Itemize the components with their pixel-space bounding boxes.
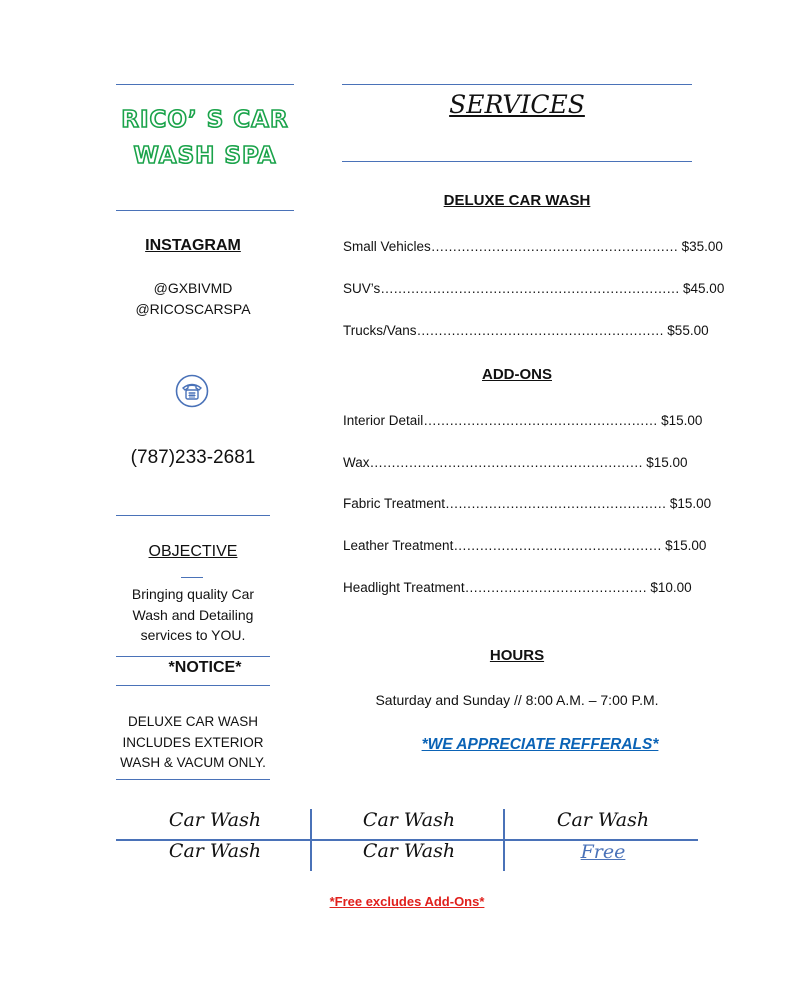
price-row: Wax……………………………………………………… $15.00 (343, 455, 688, 470)
service-name: Wax (343, 455, 370, 470)
services-title: SERVICES (449, 90, 585, 119)
price-row: Interior Detail……………………………………………… $15.00 (343, 413, 703, 428)
service-price: $15.00 (669, 496, 712, 511)
hours-text: Saturday and Sunday // 8:00 A.M. – 7:00 P.M. (375, 692, 659, 708)
service-name: Small Vehicles (343, 239, 431, 254)
brand-name-line1: RICO’ S CAR (121, 107, 289, 133)
service-price: $15.00 (661, 413, 703, 428)
service-price: $45.00 (683, 281, 725, 296)
service-name: SUV’s (343, 281, 381, 296)
phone-icon (175, 374, 209, 408)
service-name: Interior Detail (343, 413, 424, 428)
price-row: Leather Treatment………………………………………… $15.00 (343, 538, 707, 553)
service-price: $15.00 (665, 538, 707, 553)
instagram-handle[interactable]: @RICOSCARSPA (135, 301, 251, 317)
phone-number[interactable]: (787)233-2681 (130, 447, 256, 468)
brand-logo (116, 102, 294, 174)
service-name: Leather Treatment (343, 538, 454, 553)
divider (116, 210, 294, 211)
divider (116, 656, 270, 657)
instagram-heading: INSTAGRAM (145, 237, 241, 254)
hours-heading: HOURS (489, 647, 545, 664)
service-price: $55.00 (667, 323, 709, 338)
instagram-handle[interactable]: @GXBIVMD (153, 280, 233, 296)
free-excludes-note: *Free excludes Add-Ons* (329, 894, 485, 909)
service-name: Headlight Treatment (343, 580, 465, 595)
divider (116, 84, 294, 85)
referral-banner[interactable]: *WE APPRECIATE REFFERALS* (421, 736, 659, 753)
objective-heading: OBJECTIVE (148, 543, 238, 560)
punch-cell: Car Wash (362, 840, 456, 862)
divider (116, 515, 270, 516)
service-name: Fabric Treatment (343, 496, 446, 511)
free-wash-cell: Free (580, 841, 626, 863)
price-row: Headlight Treatment…………………………………… $10.00 (343, 580, 692, 595)
punch-cell: Car Wash (362, 809, 456, 831)
service-price: $10.00 (650, 580, 692, 595)
notice-text: DELUXE CAR WASH INCLUDES EXTERIOR WASH & VACUM ONLY. (120, 714, 266, 770)
objective-text: Bringing quality Car Wash and Detailing services to YOU. (131, 586, 255, 643)
price-row: SUV’s…………………………………………………………… $45.00 (343, 281, 725, 296)
service-price: $15.00 (646, 455, 688, 470)
notice-heading: *NOTICE* (168, 659, 242, 676)
divider (116, 779, 270, 780)
deluxe-heading: DELUXE CAR WASH (443, 192, 591, 209)
divider (181, 577, 203, 578)
addons-heading: ADD-ONS (482, 366, 552, 383)
divider (503, 809, 505, 871)
service-price: $35.00 (681, 239, 723, 254)
service-name: Trucks/Vans (343, 323, 417, 338)
divider (116, 685, 270, 686)
divider (342, 161, 692, 162)
punch-cell: Car Wash (168, 809, 262, 831)
price-row: Trucks/Vans………………………………………………… $55.00 (343, 323, 709, 338)
price-row: Fabric Treatment…………………………………………… $15.00 (343, 496, 712, 511)
divider (342, 84, 692, 85)
punch-cell: Car Wash (168, 840, 262, 862)
brand-name-line2: WASH SPA (133, 143, 277, 169)
punch-cell: Car Wash (556, 809, 650, 831)
price-row: Small Vehicles………………………………………………… $35.00 (343, 239, 723, 254)
divider (310, 809, 312, 871)
